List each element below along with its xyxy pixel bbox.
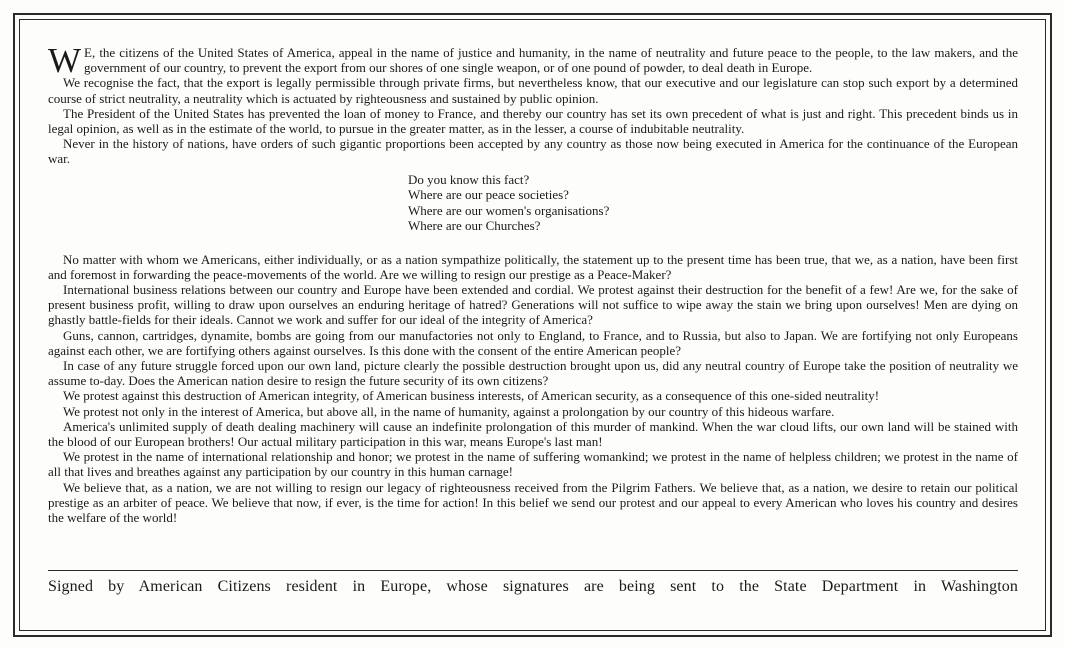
paragraph-10: We protest not only in the interest of America, but above all, in the name of humanity, against a prolongation by our country of this hideous warfare.	[63, 403, 835, 419]
signature-line: Signed by American Citizens resident in Europe, whose signatures are being sent to the State Department in Washington	[48, 578, 1018, 595]
appeal-body	[48, 41, 1018, 526]
paragraph-4: Never in the history of nations, have orders of such gigantic proportions been accepted by any country as those now being executed in America for the continuance of the European war.	[48, 136, 1018, 167]
paragraph-9: We protest against this destruction of American integrity, of American business interests, of American security, as a consequence of this one-sided neutrality!	[63, 388, 880, 404]
signature-divider	[48, 570, 1018, 571]
drop-cap: W	[48, 41, 82, 80]
paragraph-8: In case of any future struggle forced upon our own land, picture clearly the possible destruction brought upon us, did any neutral country of Europe take the position of neutrality we assume to-day. Does the American nation desire to resign the future security of its own citizens?	[48, 358, 1018, 389]
questions-list	[408, 172, 1018, 234]
paragraph-6: International business relations between our country and Europe have been extended and cordial. We protest against their destruction for the benefit of a few! Are we, for the sake of present business profit, willing to draw upon ourselves an enduring heritage of hatred? Generations will not suffice to wipe away the stain we bring upon ourselves! Men are dying on ghastly battle-fields for their ideals. Cannot we work and suffer for our ideal of the integrity of America?	[48, 282, 1018, 328]
paragraph-7: Guns, cannon, cartridges, dynamite, bombs are going from our manufactories not only to England, to France, and to Russia, but also to Japan. We are fortifying not only Europeans against each other, we are fortifying others against ourselves. Is this done with the consent of the entire American people?	[48, 327, 1018, 358]
paragraph-13: We believe that, as a nation, we are not willing to resign our legacy of righteousness received from the Pilgrim Fathers. We believe that, as a nation, we desire to retain our political prestige as an arbiter of peace. We believe that now, if ever, is the time for action! In this belief we send our protest and our appeal to every American who loves his country and desires the welfare of the world!	[48, 479, 1018, 526]
paragraph-5: No matter with whom we Americans, either individually, or as a nation sympathize politically, the statement up to the present time has been true, that we, as a nation, have been first and foremost in forwarding the peace-movements of the world. Are we willing to resign our prestige as a Peace-Maker?	[48, 251, 1018, 282]
paragraph-1-text: E, the citizens of the United States of America, appeal in the name of justice and humanity, in the name of neutrality and future peace to the people, to the law makers, and the government of our country, to prevent the export from our shores of one single weapon, or of one pound of powder, to deal death in Europe.	[84, 45, 1018, 76]
paragraph-1	[48, 41, 1018, 80]
question-2: Where are our peace societies?	[408, 187, 569, 203]
question-3: Where are our women's organisations?	[408, 202, 610, 218]
paragraph-12: We protest in the name of international relationship and honor; we protest in the name of suffering womankind; we protest in the name of helpless children; we protest in the name of all that lives and breathes against any participation by our country in this human carnage!	[48, 449, 1018, 480]
paragraph-2: We recognise the fact, that the export is legally permissible through private firms, but nevertheless know, that our executive and our legislature can stop such export by a determined course of strict neutrality, a neutrality which is actuated by righteousness and sustained by public opinion.	[48, 75, 1018, 106]
paragraph-11: America's unlimited supply of death dealing machinery will cause an indefinite prolongation of this murder of mankind. When the war cloud lifts, our own land will be stained with the blood of our European brothers! Our actual military participation in this war, means Europe's last man!	[48, 418, 1018, 450]
paragraph-3: The President of the United States has prevented the loan of money to France, and thereby our country has set its own precedent of what is just and right. This precedent binds us in legal opinion, as well as in the estimate of the world, to pursue in the greater matter, as in the lesser, a course of indubitable neutrality.	[48, 105, 1018, 137]
question-1: Do you know this fact?	[408, 171, 530, 187]
question-4: Where are our Churches?	[408, 218, 541, 234]
